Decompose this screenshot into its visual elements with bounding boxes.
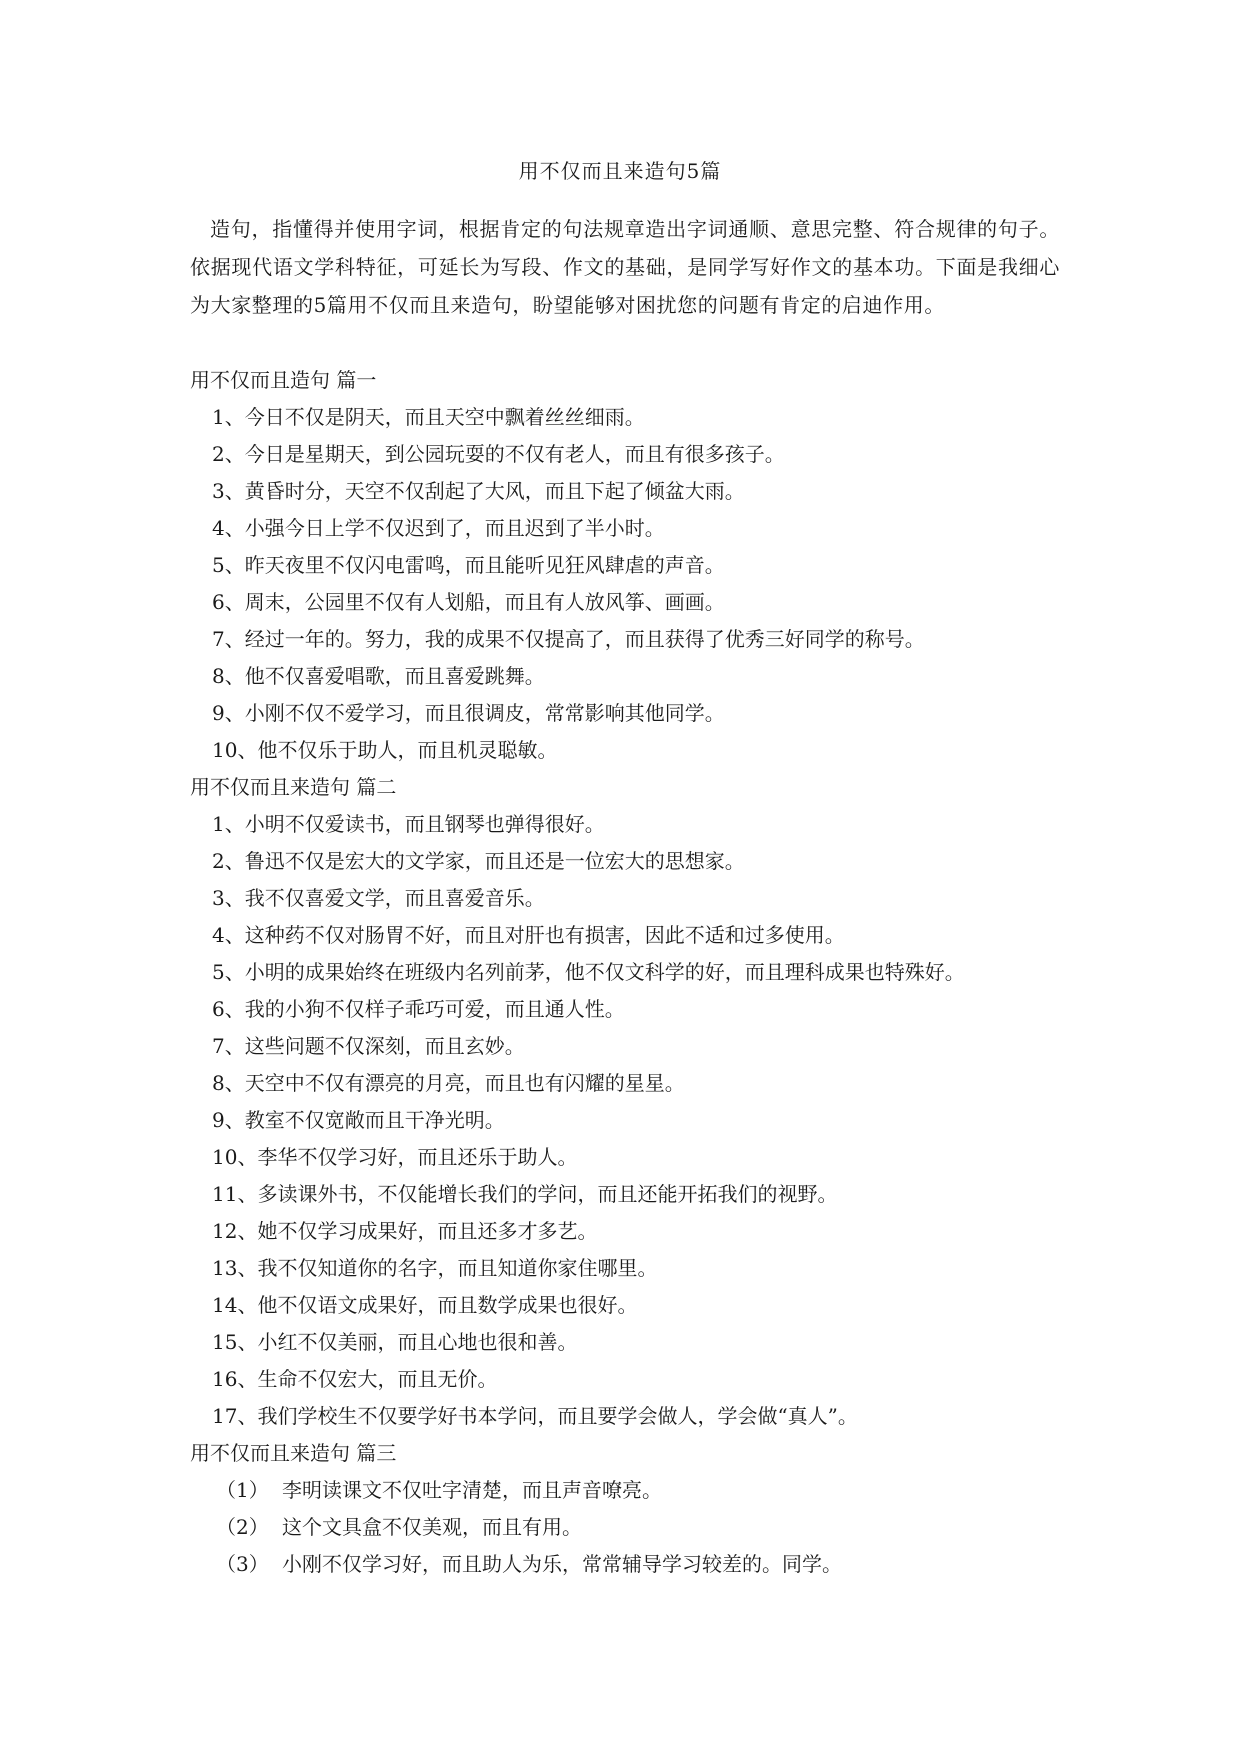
- sentence-item: [190, 732, 1060, 769]
- sentence-item: [190, 621, 1060, 658]
- item-number: 2、: [212, 442, 245, 466]
- item-number: 16、: [212, 1367, 258, 1391]
- item-text: 昨天夜里不仅闪电雷鸣，而且能听见狂风肆虐的声音。: [244, 553, 725, 577]
- item-text: 我不仅知道你的名字，而且知道你家住哪里。: [257, 1256, 658, 1280]
- sentence-item: [190, 1176, 1060, 1213]
- sentence-item: [190, 991, 1060, 1028]
- item-text: 天空中不仅有漂亮的月亮，而且也有闪耀的星星。: [244, 1071, 685, 1095]
- item-number: 7、: [212, 1034, 245, 1058]
- item-text: 我们学校生不仅要学好书本学问，而且要学会做人，学会做“真人”。: [257, 1404, 858, 1428]
- sentence-item: [190, 806, 1060, 843]
- item-number: （1）: [216, 1478, 269, 1502]
- item-number: 4、: [212, 923, 245, 947]
- sentence-item: [190, 1472, 1060, 1509]
- item-text: 小明的成果始终在班级内名列前茅，他不仅文科学的好，而且理科成果也特殊好。: [244, 960, 965, 984]
- sentence-item: [190, 547, 1060, 584]
- section-heading-3: 用不仅而且来造句 篇三: [190, 1441, 397, 1465]
- item-number: 7、: [212, 627, 245, 651]
- item-number: 3、: [212, 886, 245, 910]
- sentence-item: [190, 1250, 1060, 1287]
- item-text: 这个文具盒不仅美观，而且有用。: [282, 1515, 582, 1539]
- item-text: 生命不仅宏大，而且无价。: [257, 1367, 498, 1391]
- item-number: 14、: [212, 1293, 258, 1317]
- item-text: 今日不仅是阴天，而且天空中飘着丝丝细雨。: [244, 405, 645, 429]
- sentence-item: [190, 917, 1060, 954]
- sentence-item: [190, 1065, 1060, 1102]
- sentence-item: [190, 399, 1060, 436]
- item-text: 小红不仅美丽，而且心地也很和善。: [257, 1330, 578, 1354]
- sentence-item: [190, 695, 1060, 732]
- item-text: 他不仅乐于助人，而且机灵聪敏。: [257, 738, 558, 762]
- item-number: 8、: [212, 664, 245, 688]
- sentence-item: [190, 584, 1060, 621]
- sentence-item: [190, 1028, 1060, 1065]
- item-number: 1、: [212, 405, 245, 429]
- item-text: 周末，公园里不仅有人划船，而且有人放风筝、画画。: [244, 590, 725, 614]
- item-text: 多读课外书，不仅能增长我们的学问，而且还能开拓我们的视野。: [257, 1182, 838, 1206]
- item-number: 1、: [212, 812, 245, 836]
- sentence-item: [190, 1398, 1060, 1435]
- item-number: 6、: [212, 590, 245, 614]
- item-number: 2、: [212, 849, 245, 873]
- item-number: 3、: [212, 479, 245, 503]
- sentence-item: [190, 1324, 1060, 1361]
- sentence-item: [190, 954, 1060, 991]
- item-text: 李明读课文不仅吐字清楚，而且声音嘹亮。: [282, 1478, 662, 1502]
- item-text: 他不仅语文成果好，而且数学成果也很好。: [257, 1293, 638, 1317]
- item-number: 9、: [212, 1108, 245, 1132]
- item-text: 小强今日上学不仅迟到了，而且迟到了半小时。: [244, 516, 665, 540]
- item-number: （3）: [216, 1552, 269, 1576]
- item-text: 经过一年的。努力，我的成果不仅提高了，而且获得了优秀三好同学的称号。: [244, 627, 925, 651]
- item-number: 5、: [212, 960, 245, 984]
- item-number: 15、: [212, 1330, 258, 1354]
- sentence-item: [190, 1546, 1060, 1583]
- sentence-item: [190, 1287, 1060, 1324]
- item-number: 10、: [212, 1145, 258, 1169]
- document-title: 用不仅而且来造句5篇: [518, 159, 722, 183]
- item-text: 她不仅学习成果好，而且还多才多艺。: [257, 1219, 598, 1243]
- item-number: 17、: [212, 1404, 258, 1428]
- item-text: 小明不仅爱读书，而且钢琴也弹得很好。: [244, 812, 605, 836]
- item-text: 我不仅喜爱文学，而且喜爱音乐。: [244, 886, 545, 910]
- item-text: 这些问题不仅深刻，而且玄妙。: [244, 1034, 525, 1058]
- item-number: 13、: [212, 1256, 258, 1280]
- sentence-item: [190, 1139, 1060, 1176]
- item-text: 黄昏时分，天空不仅刮起了大风，而且下起了倾盆大雨。: [244, 479, 745, 503]
- document-body: [190, 362, 1060, 1583]
- sentence-item: [190, 436, 1060, 473]
- item-text: 鲁迅不仅是宏大的文学家，而且还是一位宏大的思想家。: [244, 849, 745, 873]
- item-text: 今日是星期天，到公园玩耍的不仅有老人，而且有很多孩子。: [244, 442, 785, 466]
- sentence-item: [190, 880, 1060, 917]
- item-number: 10、: [212, 738, 258, 762]
- item-text: 我的小狗不仅样子乖巧可爱，而且通人性。: [244, 997, 625, 1021]
- item-number: 6、: [212, 997, 245, 1021]
- sentence-item: [190, 510, 1060, 547]
- sentence-item: [190, 658, 1060, 695]
- sentence-item: [190, 1509, 1060, 1546]
- item-text: 这种药不仅对肠胃不好，而且对肝也有损害，因此不适和过多使用。: [244, 923, 845, 947]
- sentence-item: [190, 1361, 1060, 1398]
- item-text: 教室不仅宽敞而且干净光明。: [244, 1108, 505, 1132]
- item-number: 11、: [212, 1182, 258, 1206]
- sentence-item: [190, 843, 1060, 880]
- item-number: 4、: [212, 516, 245, 540]
- item-number: 9、: [212, 701, 245, 725]
- item-text: 小刚不仅学习好，而且助人为乐，常常辅导学习较差的。同学。: [282, 1552, 842, 1576]
- item-number: 8、: [212, 1071, 245, 1095]
- item-number: （2）: [216, 1515, 269, 1539]
- sentence-item: [190, 473, 1060, 510]
- item-text: 他不仅喜爱唱歌，而且喜爱跳舞。: [244, 664, 545, 688]
- item-number: 5、: [212, 553, 245, 577]
- section-heading-1: 用不仅而且造句 篇一: [190, 368, 377, 392]
- sentence-item: [190, 1102, 1060, 1139]
- section-heading-2: 用不仅而且来造句 篇二: [190, 775, 397, 799]
- item-number: 12、: [212, 1219, 258, 1243]
- intro-paragraph: 造句，指懂得并使用字词，根据肯定的句法规章造出字词通顺、意思完整、符合规律的句子。依据现代语文学科特征，可延长为写段、作文的基础，是同学写好作文的基本功。下面是我细心为大家整理的5篇用不仅而且来造句，盼望能够对困扰您的问题有肯定的启迪作用。: [190, 217, 1060, 317]
- item-text: 李华不仅学习好，而且还乐于助人。: [257, 1145, 578, 1169]
- sentence-item: [190, 1213, 1060, 1250]
- item-text: 小刚不仅不爱学习，而且很调皮，常常影响其他同学。: [244, 701, 725, 725]
